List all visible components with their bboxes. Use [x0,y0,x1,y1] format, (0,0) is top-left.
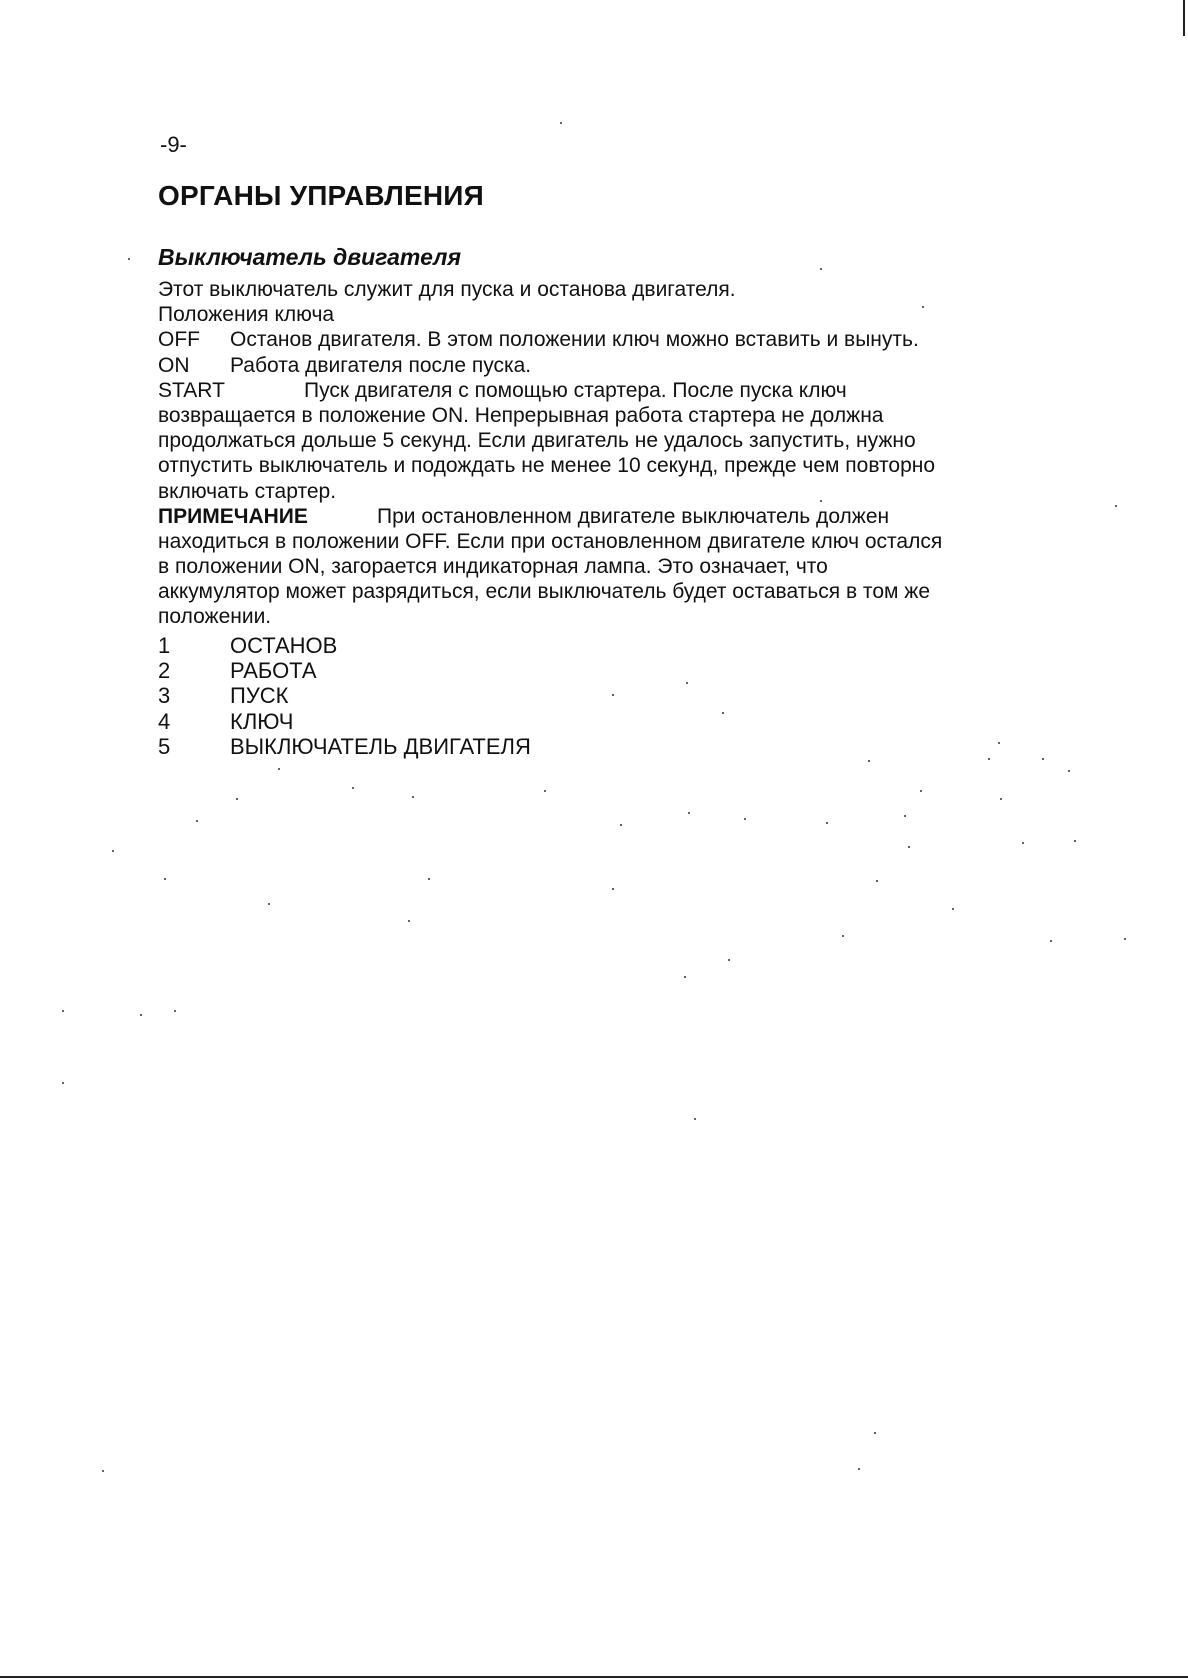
scan-speck [1115,505,1117,507]
position-key: ON [158,353,190,377]
position-desc: Останов двигателя. В этом положении ключ можно вставить и вынуть. [230,328,919,352]
scan-speck [876,880,878,882]
start-text-line: продолжаться дольше 5 секунд. Если двигатель не удалось запустить, нужно [158,429,916,453]
scan-speck [820,500,822,502]
scan-speck [858,1468,860,1470]
scan-speck [102,1470,104,1472]
legend-number: 3 [158,683,171,709]
scan-edge-bottom [0,1676,1188,1678]
scan-speck [412,796,414,798]
note-text-line: в положении ON, загорается индикаторная лампа. Это означает, что [158,555,828,579]
scan-speck [820,268,822,270]
note-text-line: аккумулятор может разрядиться, если выключатель будет оставаться в том же [158,580,930,604]
scan-speck [112,850,114,852]
scan-speck [164,878,166,880]
scan-speck [62,1082,64,1084]
scan-speck [428,878,430,880]
scan-speck [868,760,870,762]
legend-item [158,709,531,734]
scan-speck [904,815,906,817]
scan-speck [196,820,198,822]
legend-label: РАБОТА [230,658,317,684]
scan-speck [612,888,614,890]
scan-edge-right [1183,0,1185,36]
position-off [158,327,1008,352]
position-desc: Работа двигателя после пуска. [230,353,532,377]
scan-speck [684,976,686,978]
scan-speck [744,818,746,820]
scan-speck [694,1118,696,1120]
scan-speck [842,935,844,937]
scan-speck [1000,798,1002,800]
page-number: -9- [160,132,187,157]
start-text-line: отпустить выключатель и подождать не менее 10 секунд, прежде чем повторно [158,454,936,478]
scan-speck [236,798,238,800]
scan-speck [826,822,828,824]
scan-speck [920,790,922,792]
positions-label: Положения ключа [158,303,335,327]
legend-label: ОСТАНОВ [230,633,338,658]
scan-speck [1042,758,1044,760]
scan-speck [620,824,622,826]
position-key: OFF [158,328,200,352]
legend-number: 5 [158,733,171,759]
note-text-line: положении. [158,605,272,629]
note-first-line [158,504,1008,529]
scan-speck [128,258,130,260]
position-key: START [158,378,225,402]
scan-speck [174,1010,176,1012]
legend-item [158,633,531,658]
scan-speck [560,122,562,124]
scan-speck [278,768,280,770]
scan-speck [140,1014,142,1016]
legend-label: КЛЮЧ [230,708,294,734]
scan-speck [988,758,990,760]
scan-speck [874,1432,876,1434]
scan-speck [722,712,724,714]
scan-speck [352,787,354,789]
scan-speck [612,694,614,696]
legend-label: ВЫКЛЮЧАТЕЛЬ ДВИГАТЕЛЯ [230,733,531,759]
scan-speck [544,790,546,792]
scan-speck [1124,938,1126,940]
scan-speck [1050,940,1052,942]
position-start [158,378,1008,403]
section-title: Выключатель двигателя [158,244,461,270]
body-text [158,277,1008,630]
note-text-line: находиться в положении OFF. Если при остановленном двигателе ключ остался [158,529,943,553]
position-on [158,353,1008,378]
scan-speck [1022,842,1024,844]
note-label: ПРИМЕЧАНИЕ [158,504,308,528]
legend-number: 4 [158,708,171,734]
scan-speck [688,812,690,814]
legend-number: 1 [158,633,171,658]
note-text: При остановленном двигателе выключатель должен [377,504,890,528]
position-desc: Пуск двигателя с помощью стартера. После пуска ключ [304,378,847,402]
legend-item [158,734,531,759]
start-text-line: включать стартер. [158,479,337,503]
intro-text: Этот выключатель служит для пуска и останова двигателя. [158,278,736,301]
scan-speck [998,742,1000,744]
legend-number: 2 [158,658,171,684]
scan-speck [728,959,730,961]
legend-label: ПУСК [230,683,289,709]
scan-speck [268,903,270,905]
scan-speck [908,846,910,848]
scan-speck [952,908,954,910]
legend-item [158,658,531,683]
legend-list [158,633,531,759]
scan-speck [1074,840,1076,842]
scan-speck [62,1010,64,1012]
page-title: ОРГАНЫ УПРАВЛЕНИЯ [158,180,484,211]
start-text-line: возвращается в положение ON. Непрерывная работа стартера не должна [158,403,884,427]
scan-speck [408,920,410,922]
scan-speck [922,306,924,308]
legend-item [158,683,531,708]
scan-speck [686,682,688,684]
scan-speck [1068,770,1070,772]
